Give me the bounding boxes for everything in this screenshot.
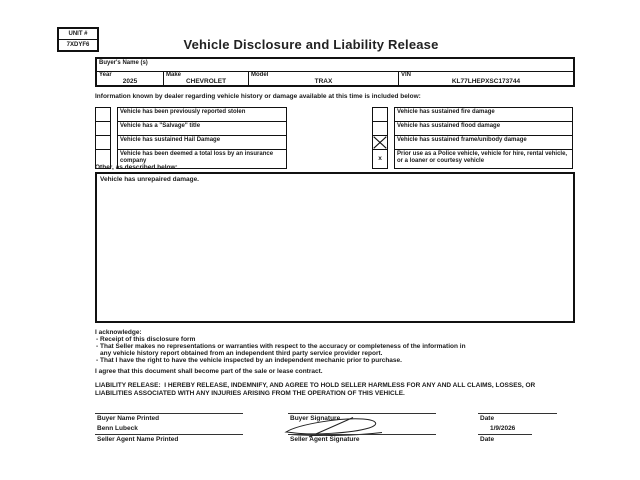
label-stolen: Vehicle has been previously reported stolen xyxy=(117,107,287,122)
buyer-name-label: Buyer Name Printed xyxy=(97,415,160,422)
make-cell xyxy=(164,72,249,85)
seller-agent-signature-line[interactable] xyxy=(288,434,436,435)
date-value: 1/9/2026 xyxy=(490,425,516,432)
checkbox-salvage-title[interactable] xyxy=(95,121,111,136)
acknowledge-bullet: - That I have the right to have the vehicle inspected by an independent mechanic prior to purchase. xyxy=(96,357,402,364)
vin-cell xyxy=(399,72,573,85)
make-label: Make xyxy=(166,72,182,78)
unit-label: UNIT # xyxy=(59,29,97,40)
acknowledgment-block xyxy=(95,329,565,364)
x-mark-icon: x xyxy=(378,155,382,162)
seller-agent-name-value: Benn Lubeck xyxy=(97,425,138,432)
date-line-2[interactable] xyxy=(478,434,532,435)
acknowledge-bullet: - That Seller makes no representations or warranties with respect to the accuracy or completeness of the information in any vehicle history report obtained from an independent third party service provider report. xyxy=(96,343,466,357)
label-total-loss: Vehicle has been deemed a total loss by an insurance company xyxy=(117,149,287,169)
checkbox-fire-damage[interactable] xyxy=(372,107,388,122)
liability-release-statement: LIABILITY RELEASE: I HEREBY RELEASE, INDEMNIFY, AND AGREE TO HOLD SELLER HARMLESS FOR ANY AND ALL CLAIMS, LOSSES, OR LIABILITIES ASSOCIATED WITH ANY INJURIES ARISING FROM THE OPERATION OF THIS VEHICLE. xyxy=(95,382,538,397)
vin-label: VIN xyxy=(401,72,412,78)
year-value: 2025 xyxy=(122,77,138,85)
seller-agent-name-label: Seller Agent Name Printed xyxy=(97,436,179,443)
other-section-label: Other, as described below: xyxy=(95,164,178,171)
other-description-text: Vehicle has unrepaired damage. xyxy=(100,176,199,183)
date-line-1[interactable] xyxy=(478,413,557,414)
acknowledge-heading: I acknowledge: xyxy=(95,329,142,336)
label-fire-damage: Vehicle has sustained fire damage xyxy=(394,107,573,122)
checkbox-stolen[interactable] xyxy=(95,107,111,122)
model-label: Model xyxy=(251,72,269,78)
label-prior-use: Prior use as a Police vehicle, vehicle for hire, rental vehicle, or a loaner or courtesy vehicle xyxy=(394,149,573,169)
dealer-info-statement: Information known by dealer regarding vehicle history or damage available at this time is included below: xyxy=(95,93,421,100)
vehicle-info-table xyxy=(95,57,575,87)
agree-statement: I agree that this document shall become part of the sale or lease contract. xyxy=(95,368,323,375)
other-description-field[interactable] xyxy=(95,172,575,323)
label-hail-damage: Vehicle has sustained Hail Damage xyxy=(117,135,287,150)
buyer-name-field[interactable]: Buyer's Name (s) xyxy=(97,59,573,72)
make-value: CHEVROLET xyxy=(185,77,227,85)
buyer-name-line[interactable] xyxy=(95,413,243,414)
checkbox-flood-damage[interactable] xyxy=(372,121,388,136)
form-title: Vehicle Disclosure and Liability Release xyxy=(183,37,439,52)
buyer-signature-line[interactable] xyxy=(288,413,436,414)
checkbox-prior-use[interactable] xyxy=(372,149,388,169)
label-salvage-title: Vehicle has a "Salvage" title xyxy=(117,121,287,136)
label-frame-damage: Vehicle has sustained frame/unibody damage xyxy=(394,135,573,150)
vin-value: KL77LHEPXSC173744 xyxy=(451,77,521,85)
checkbox-frame-damage[interactable] xyxy=(372,135,388,150)
checkbox-hail-damage[interactable] xyxy=(95,135,111,150)
seller-agent-signature-label: Seller Agent Signature xyxy=(290,436,360,443)
x-mark-icon xyxy=(373,136,387,149)
seller-agent-name-line[interactable] xyxy=(95,434,243,435)
buyer-signature-label: Buyer Signature xyxy=(290,415,341,422)
year-cell xyxy=(97,72,164,85)
disclosure-group-right xyxy=(372,107,573,169)
model-value: TRAX xyxy=(314,77,333,85)
model-cell xyxy=(249,72,399,85)
date-label-1: Date xyxy=(480,415,495,422)
year-label: Year xyxy=(99,72,112,78)
disclosure-group-left xyxy=(95,107,287,169)
label-flood-damage: Vehicle has sustained flood damage xyxy=(394,121,573,136)
acknowledge-bullet: - Receipt of this disclosure form xyxy=(96,336,196,343)
unit-value: 7XDYF6 xyxy=(66,41,90,48)
date-label-2: Date xyxy=(480,436,495,443)
